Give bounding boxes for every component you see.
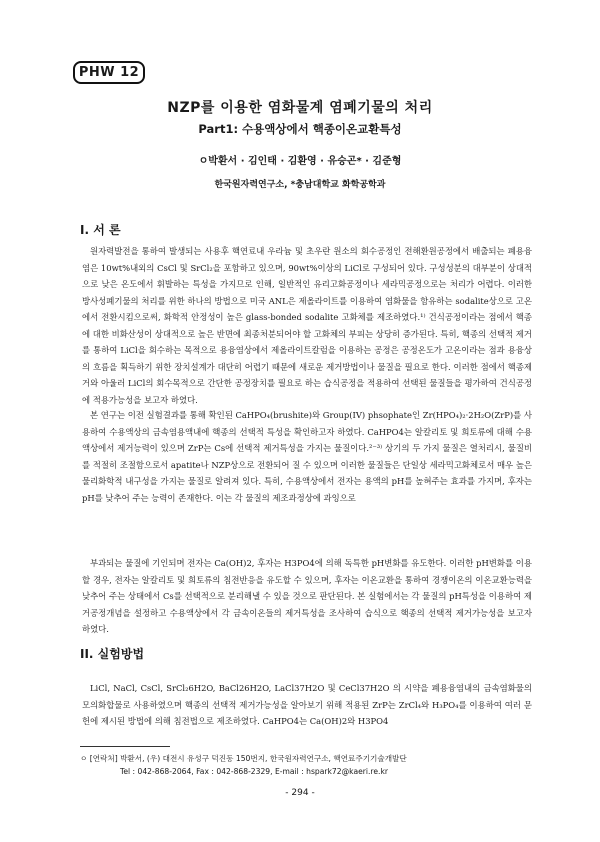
section-heading-introduction: I. 서 론	[80, 223, 121, 237]
author-list: ㅇ박환서 · 김인태 · 김환영 · 유승곤* · 김준형	[198, 156, 402, 167]
footnote-divider	[80, 746, 170, 747]
intro-paragraph-1: 원자력발전을 통하여 발생되는 사용후 핵연료내 우라늄 및 초우란 원소의 회수공정인 전해환원공정에서 배출되는 폐용융염은 10wt%내외의 CsCl 및 SrCl₂을 포함하고 있으며, 90wt%이상의 LiCl로 구성되어 있다. 구성성분의 대부분이 상대적으로 낮은 온도에서 휘발하는 특성을 가지므로 인해, 일반적인 유리고화공정이나 세라믹공정으로는 처리가 어렵다. 이러한 방사성폐기물의 처리를 위한 하나의 방법으로 미국 ANL은 제올라이트를 이용하여 염화물을 함유하는 sodalite상으로 고온에서 전환시킴으로써, 화학적 안정성이 높은 glass-bonded sodalite 고화체를 제조하였다.¹⁾ 건식공정이라는 점에서 핵종에 대한 비화산성이 상대적으로 높은 반면에 최종처분되어야 할 고화체의 부피는 상당히 증가된다. 특히, 핵종의 선택적 제거를 통하여 LiCl을 회수하는 목적으로 용융염상에서 제올라이트칼럼을 이용하는 공정은 공정온도가 고온이라는 점과 용융상의 흐름을 획득하기 위한 장치설계가 대단히 어렵기 때문에 새로운 제거방법이나 물질을 필요로 한다. 이러한 점에서 핵종제거와 아울러 LiCl의 회수목적으로 간단한 공정장치를 필요로 하는 습식공정을 적용하여 선택된 물질들을 평가하여 건식공정에 적용가능성을 보고자 하였다.	[82, 246, 532, 405]
methods-paragraph-1: LiCl, NaCl, CsCl, SrCl₂6H2O, BaCl26H2O, LaCl37H2O 및 CeCl37H2O 의 시약을 폐용융염내의 금속염화물의 모의화합물로 사용하였으며 핵종의 선택적 제거가능성을 알아보기 위해 적용된 ZrP는 ZrCl₄와 H₃PO₄를 이용하여 여러 문헌에 제시된 방법에 의해 침전법으로 제조하였다. CaHPO4는 Ca(OH)2와 H3PO4	[82, 683, 532, 726]
footnote-line-1: ㅇ [연락처] 박환서, (우) 대전시 유성구 덕진동 150번지, 한국원자력연구소, 핵연료주기기술개발단	[80, 754, 407, 763]
session-badge: PHW 12	[73, 61, 145, 84]
affiliation: 한국원자력연구소, *충남대학교 화학공학과	[214, 180, 386, 190]
contact-footnote	[80, 752, 540, 778]
page-number: - 294 -	[285, 788, 315, 798]
paper-subtitle: Part1: 수용액상에서 핵종이온교환특성	[198, 122, 402, 136]
paper-title: NZP를 이용한 염화물계 염폐기물의 처리	[167, 100, 433, 116]
intro-paragraph-3: 부과되는 물질에 기인되며 전자는 Ca(OH)2, 후자는 H3PO4에 의해 독특한 pH변화를 유도한다. 이러한 pH변화를 이용할 경우, 전자는 알칼리토 및 희토류의 침전반응을 유도할 수 있으며, 후자는 이온교환을 통하여 경쟁이온의 이온교환능력을 낮추어 주는 상태에서 Cs를 선택적으로 분리해낼 수 있을 것으로 판단된다. 본 실험에서는 각 물질의 pH특성을 이용하여 제거공정개념을 설정하고 수용액상에서 각 금속이온들의 제거특성을 조사하여 습식으로 핵종의 선택적 제거가능성을 보고자 하였다.	[82, 558, 532, 634]
section-heading-methods: II. 실험방법	[80, 647, 145, 661]
footnote-line-2: Tel : 042-868-2064, Fax : 042-868-2329, E-mail : hspark72@kaeri.re.kr	[120, 767, 388, 776]
intro-paragraph-2: 본 연구는 이전 실험결과를 통해 확인된 CaHPO₄(brushite)와 Group(IV) phsophate인 Zr(HPO₄)₂·2H₂O(ZrP)를 사용하여 수용액상의 금속염용액내에 핵종의 선택적 특성을 확인하고자 하였다. CaHPO4는 알칼리토 및 희토류에 대해 수용액상에서 제거능력이 있으며 ZrP는 Cs에 선택적 제거특성을 가지는 물질이다.²⁻³⁾ 상기의 두 가지 물질은 열처리시, 물질비를 적절히 조절함으로서 apatite나 NZP상으로 전환되어 질 수 있으며 이러한 물질들은 단일상 세라믹고화체로서 매우 높은 물리화학적 내구성을 가지는 물질로 알려져 있다. 특히, 수용액상에서 전자는 용액의 pH를 높혀주는 효과를 가지며, 후자는 pH를 낮추어 주는 능력이 존재한다. 이는 각 물질의 제조과정상에 과잉으로	[82, 410, 532, 503]
